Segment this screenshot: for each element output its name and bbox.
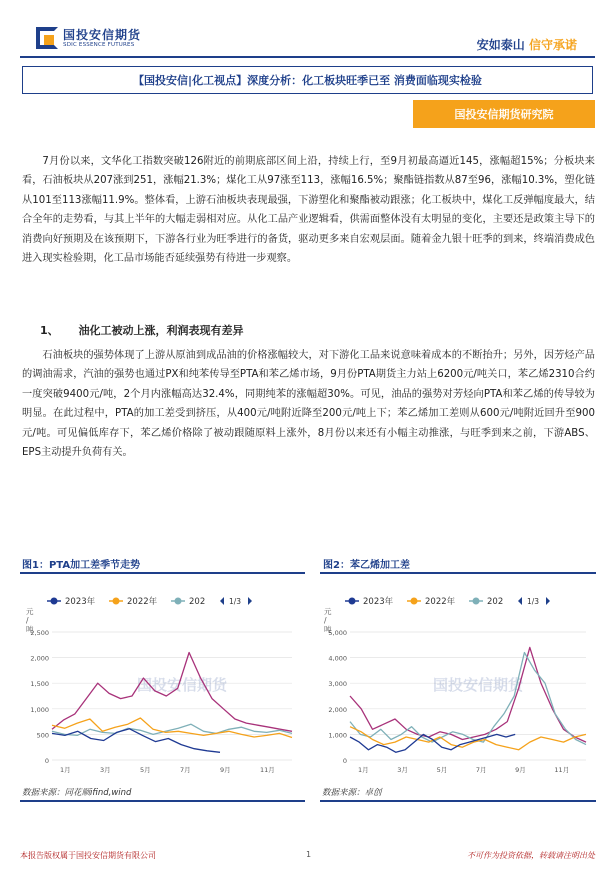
section-title: 油化工被动上涨，利润表现有差异 xyxy=(78,324,244,337)
paragraph-intro: 7月份以来，文华化工指数突破126附近的前期底部区间上沿，持续上行，至9月初最高逼近145，涨幅超15%；分板块来看，石油板块从207涨到251，涨幅21.3%；煤化工从97涨至113，涨幅16.5%；聚酯链指数从87至96，涨幅10.3%，塑化链从101至113涨幅11.9%。整体看，上游石油板块表现最强，下游塑化和聚酯被动跟涨；化工板块中，煤化工反弹幅度最大，结合全年的走势看，与其上半年的大幅走弱相对应。从化工品产业逻辑看，供需面整体没有太明显的变化，主要还是政策主导下的消费向好预期及在该预期下，下游各行业为旺季进行的备货，驱动更多来自宏观层面。随着金九银十旺季的到来，终端消费成色进入现实检验期，化工品市场能否延续强势有待进一步观察。 xyxy=(22,156,595,265)
company-logo xyxy=(36,24,141,52)
y-axis-label: / xyxy=(324,616,327,625)
y-tick-label: 0 xyxy=(342,757,347,765)
x-tick-label: 9月 xyxy=(515,766,526,774)
y-axis-label: 吨 xyxy=(26,625,34,634)
y-tick-label: 2,000 xyxy=(30,654,49,663)
report-title: 【国投安信|化工视点】深度分析：化工板块旺季已至 消费面临现实检验 xyxy=(22,66,593,94)
x-tick-label: 7月 xyxy=(475,766,487,774)
x-tick-label: 11月 xyxy=(260,766,275,774)
chart-pta-svg xyxy=(22,588,302,780)
y-tick-label: 4,000 xyxy=(328,654,347,663)
legend-label: 2022年 xyxy=(425,597,456,607)
y-tick-label: 0 xyxy=(44,757,49,765)
logo-name-en: SDIC ESSENCE FUTURES xyxy=(63,41,135,48)
x-tick-label: 5月 xyxy=(140,766,151,774)
series-line xyxy=(52,724,292,735)
chart-watermark: 国投安信期货 xyxy=(136,676,228,694)
page-number: 1 xyxy=(306,850,312,859)
legend-pager: 1/3 xyxy=(229,597,242,606)
y-axis-label: 吨 xyxy=(324,625,332,634)
legend-label: 2022年 xyxy=(127,597,158,607)
figure-1-rule xyxy=(20,572,305,574)
legend-prev-icon xyxy=(220,597,224,605)
x-tick-label: 9月 xyxy=(220,766,231,774)
y-tick-label: 1,500 xyxy=(30,680,49,689)
y-tick-label: 1,000 xyxy=(328,731,347,740)
figure-2-rule xyxy=(320,572,596,574)
legend-next-icon xyxy=(546,597,550,605)
series-line xyxy=(350,734,515,752)
figure-2-bottom-rule xyxy=(320,800,596,802)
chart-styrene-spread xyxy=(320,588,596,780)
x-tick-label: 5月 xyxy=(436,766,448,774)
legend-prev-icon xyxy=(518,597,522,605)
paragraph-oil-chain: 石油板块的强势体现了上游从原油到成品油的价格涨幅较大，对下游化工品来说意味着成本的不断抬升；另外，因芳烃产品的调油需求，汽油的强势也通过PX和纯苯传导至PTA和苯乙烯市场，9月份PTA期货主力站上6200元/吨关口，苯乙烯2310合约一度突破9400元/吨，2个月内涨幅高达32.4%，同期纯苯的涨幅超30%。可见，油品的强势对芳烃向PTA和苯乙烯的传导较为明显。在此过程中，PTA的加工差受到挤压，从400元/吨附近降至200元/吨上下；苯乙烯加工差则从600元/吨附近回升至900元/吨。可见偏低库存下，苯乙烯价格除了被动跟随原料上涨外，8月份以来还有小幅主动推涨，与旺季到来之前，下游ABS、EPS主动提升负荷有关。 xyxy=(22,350,595,459)
series-line xyxy=(350,647,586,742)
legend-label: 2023年 xyxy=(363,597,394,607)
y-axis-label: 元 xyxy=(324,607,332,616)
y-tick-label: 5,000 xyxy=(328,629,347,637)
figure-2-source: 数据来源：卓创 xyxy=(322,788,382,798)
y-tick-label: 1,000 xyxy=(30,705,49,714)
x-tick-label: 1月 xyxy=(60,766,71,774)
chart-pta-spread xyxy=(22,588,302,780)
x-tick-label: 3月 xyxy=(397,766,408,774)
footer-disclaimer: 不可作为投资依据，转载请注明出处 xyxy=(467,851,595,860)
logo-name-cn: 国投安信期货 xyxy=(63,27,142,42)
header-divider xyxy=(20,56,595,58)
department-badge: 国投安信期货研究院 xyxy=(413,100,595,128)
x-tick-label: 3月 xyxy=(100,766,111,774)
header-slogan xyxy=(477,36,577,53)
x-tick-label: 11月 xyxy=(554,766,570,774)
x-tick-label: 1月 xyxy=(358,766,369,774)
y-axis-label: / xyxy=(26,616,29,625)
chart-styrene-svg xyxy=(320,588,596,780)
section-heading xyxy=(40,322,244,338)
figure-1-title: 图1：PTA加工差季节走势 xyxy=(22,560,141,571)
figure-1-source: 数据来源：同花顺ifind,wind xyxy=(22,788,132,798)
figure-2-title: 图2：苯乙烯加工差 xyxy=(323,560,410,571)
y-tick-label: 2,000 xyxy=(328,705,347,714)
legend-pager: 1/3 xyxy=(527,597,540,606)
slogan-part-2: 信守承诺 xyxy=(528,38,577,52)
legend-label: 202 xyxy=(189,597,206,607)
figure-1-bottom-rule xyxy=(20,800,305,802)
y-tick-label: 2,500 xyxy=(30,629,49,637)
legend-label: 202 xyxy=(487,597,504,607)
logo-icon xyxy=(36,27,58,49)
legend-label: 2023年 xyxy=(65,597,96,607)
x-tick-label: 7月 xyxy=(180,766,191,774)
chart-watermark: 国投安信期货 xyxy=(432,676,524,694)
footer-copyright: 本报告版权属于国投安信期货有限公司 xyxy=(20,851,156,860)
y-tick-label: 3,000 xyxy=(328,680,347,689)
series-line xyxy=(350,653,586,745)
legend-next-icon xyxy=(248,597,252,605)
series-line xyxy=(52,729,220,753)
slogan-part-1: 安如泰山 xyxy=(476,38,525,52)
section-number: 1、 xyxy=(40,324,59,337)
y-axis-label: 元 xyxy=(26,607,34,616)
y-tick-label: 500 xyxy=(36,731,49,740)
